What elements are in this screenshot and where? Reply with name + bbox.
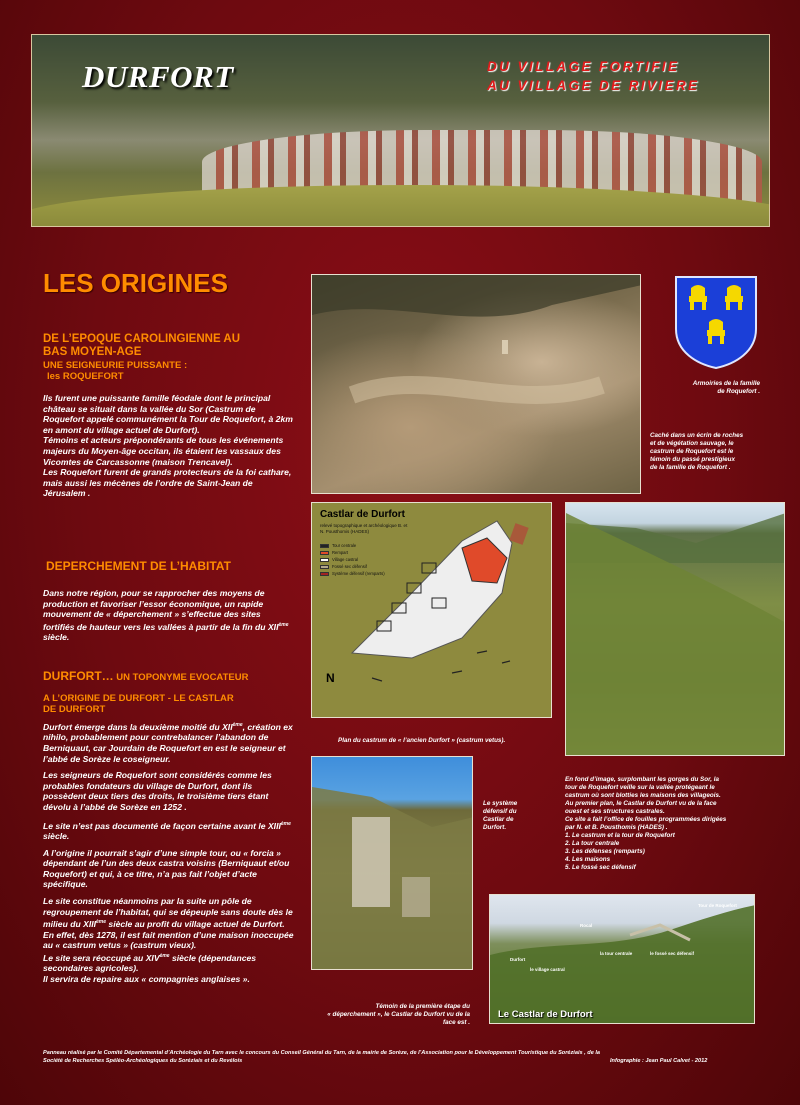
superscript: ème [159, 952, 170, 959]
coat-of-arms-icon [673, 274, 759, 370]
panorama-photo [489, 894, 755, 1024]
paragraph [43, 951, 295, 974]
caption-line: Ce site a fait l’office de fouilles programmées dirigées [565, 816, 727, 823]
banner-subtitle [487, 57, 767, 95]
caption-line: par N. et B. Pousthomis (HADES) . [565, 824, 668, 831]
section-heading: DEPERCHEMENT DE L’HABITAT [46, 559, 231, 573]
paragraph-text: siècle. [43, 831, 70, 842]
section-subheading [43, 360, 293, 382]
section-heading-rest: UN TOPONYME EVOCATEUR [113, 672, 249, 683]
panorama-tag: le village castral [530, 967, 565, 972]
paragraph-text: Le site sera réoccupé au XIV [43, 952, 160, 963]
defense-caption [483, 800, 517, 832]
valley-drawing [566, 503, 785, 756]
legend-label: Rempart [332, 550, 349, 555]
caption-line: Témoin de la première étape du [375, 1003, 470, 1010]
superscript: ème [278, 621, 289, 628]
paragraph-text: Le site constitue néanmoins par la suite un pôle de regroupement de l’habitat, qui se dépeuple sans doute dès le milieu du XIII [43, 896, 293, 930]
caption-line: de Roquefort . [717, 388, 760, 395]
caption-line: face est . [443, 1019, 470, 1026]
section-deperchement [43, 560, 293, 649]
section-heading-line2: BAS MOYEN-AGE [43, 346, 142, 358]
caption-list-item: 2. La tour centrale [565, 840, 620, 847]
paragraph [43, 819, 295, 842]
caption-line: « déperchement », le Castlar de Durfort vu de la [327, 1011, 470, 1018]
paragraph: Il servira de repaire aux « compagnies anglaises ». [43, 973, 250, 984]
paragraph: Ils furent une puissante famille féodale dont le principal château se situait dans la vallée du Sor (Castrum de Roquefort appelé communément la Tour de Roquefort, à 2km en amont du village actuel de Durfort). [43, 393, 293, 435]
caption-line: Castlar de [483, 816, 514, 823]
caption-list-item: 5. Le fossé sec défensif [565, 864, 636, 871]
paragraph-text: siècle. [43, 632, 70, 643]
paragraph: Les Roquefort furent de grands protecteurs de la foi cathare, mais aussi les mécènes de l’ordre de Saint-Jean de Jérusalem . [43, 467, 292, 499]
paragraph: A l’origine il pourrait s’agir d’une simple tour, ou « forcia » dépendant de l’un des deux castra voisins (Berniquaut et/ou Roquefort) et qui, à ce titre, n’a pas fait l’objet d’acte spécifique. [43, 847, 290, 890]
panorama-label: Le Castlar de Durfort [498, 1009, 593, 1020]
section-subheading-line1: UNE SEIGNEURIE PUISSANTE : [43, 360, 188, 371]
paragraph-text: Dans notre région, pour se rapprocher des moyens de production et favoriser l’essor économique, un rapide mouvement de « déperchement » s’effectue des sites fortifiés de hauteur vers les vallées à partir de la fin du XII [43, 588, 279, 632]
caption-line: En fond d’image, surplombant les gorges du Sor, la [565, 776, 719, 783]
section-toponyme [43, 670, 295, 991]
paragraph-text: siècle au profit du village actuel de Durfort. En effet, dès 1278, il est fait mention d’une maison inoccupée au « castrum vetus » (castrum vieux). [43, 919, 294, 951]
section-heading-line1: DE L’EPOQUE CAROLINGIENNE AU [43, 333, 241, 345]
legend-label: Système défensif (remparts) [332, 571, 385, 576]
panorama-drawing [490, 895, 755, 1024]
superscript: ème [280, 820, 291, 827]
paragraph-text: Durfort émerge dans la deuxième moitié du XII [43, 721, 233, 732]
roquefort-caption [650, 432, 770, 472]
caption-line: ouest et ses structures castrales. [565, 808, 665, 815]
caption-list-item: 4. Les maisons [565, 856, 611, 863]
section-carolingian [43, 333, 293, 505]
caption-line: Caché dans un écrin de roches [650, 432, 744, 439]
caption-line: témoin du passé prestigieux [650, 456, 736, 463]
background-caption [565, 776, 785, 872]
legend-label: Village castral [332, 557, 358, 562]
section-subheading [43, 693, 295, 715]
section-body [43, 720, 295, 985]
caption-line: et de végétation sauvage, le [650, 440, 734, 447]
superscript: ème [96, 919, 107, 926]
section-heading [43, 333, 293, 359]
section-subheading-line2: DE DURFORT [43, 704, 106, 715]
footer-line: Panneau réalisé par le Comité Départemental d’Archéologie du Tarn avec le concours du Conseil Général du Tarn, de la mairie de Sorèze, de l’Association pour le Développement Touristique du Soréziais , de la [43, 1050, 601, 1056]
paragraph [43, 896, 295, 951]
caption-list-item: 3. Les défenses (remparts) [565, 848, 645, 855]
caption-line: Durfort. [483, 824, 507, 831]
caption-line: de la famille de Roquefort . [650, 464, 731, 471]
banner-subtitle-line2: AU VILLAGE DE RIVIERE [487, 78, 700, 93]
banner-subtitle-line1: DU VILLAGE FORTIFIE [487, 59, 680, 74]
paragraph: Les seigneurs de Roquefort sont considérés comme les probables fondateurs du village de Durfort, dont ils possèdent deux tiers des droits, le troisième tiers étant dévolu à l’abbé de Sorèze en 1252 . [43, 770, 272, 813]
caption-line: Armoiries de la famille [692, 380, 760, 387]
map-reference: relevé topographique et archéologique B. et N. Pousthomis (HADES) [320, 523, 408, 534]
map-drawing [312, 503, 553, 719]
section-body [43, 588, 293, 643]
map-title: Castlar de Durfort [320, 509, 406, 520]
arms-caption [680, 380, 760, 396]
tower-photo [311, 756, 473, 970]
page-title: LES ORIGINES [43, 268, 228, 298]
section-heading [43, 670, 295, 684]
footer-infographic-credit: Infographie : Jean Paul Calvet - 2012 [610, 1058, 708, 1064]
panorama-tag: la tour centrale [600, 951, 633, 956]
aerial-photo-drawing [312, 275, 641, 494]
footer-line: Société de Recherches Spéléo-Archéologiques du Soréziais et du Revélois [43, 1057, 243, 1064]
castrum-plan-map [311, 502, 552, 718]
section-body [43, 393, 293, 499]
legend-label: Fossé sec défensif [332, 564, 367, 569]
caption-list-item: 1. Le castrum et la tour de Roquefort [565, 832, 675, 839]
map-caption: Plan du castrum de « l’ancien Durfort » (castrum vetus). [338, 737, 506, 744]
caption-line: Au premier plan, le Castlar de Durfort vu de la face [565, 800, 717, 807]
panorama-tag: Tour de Roquefort [698, 903, 737, 908]
paragraph-text: , création ex nihilo, probablement pour contrebalancer l’abandon de Berniquaut, car Jourdain de Roquefort en est le seigneur et l’abbé de Sorèze le coseigneur. [43, 721, 293, 764]
panorama-tag: Durfort [510, 957, 526, 962]
section-subheading-line1: A L’ORIGINE DE DURFORT - LE CASTLAR [43, 693, 234, 704]
section-subheading-line2: les ROQUEFORT [47, 371, 124, 382]
paragraph-text: siècle (dépendances secondaires agricoles). [43, 952, 257, 974]
section-heading-main: DURFORT… [43, 669, 114, 683]
banner-title: DURFORT [82, 59, 234, 94]
tower-drawing [312, 757, 473, 970]
caption-line: Le système [483, 800, 518, 807]
caption-line: castrum de Roquefort est le [650, 448, 734, 455]
caption-line: castrum où sont blotties les maisons des villageois. [565, 792, 721, 799]
paragraph-text: Le site n’est pas documenté de façon certaine avant le XIII [43, 820, 281, 831]
banner-photo [31, 34, 770, 227]
superscript: ème [232, 722, 243, 728]
legend-label: Tour centrale [332, 543, 357, 548]
paragraph [43, 720, 295, 764]
witness-caption [310, 1003, 470, 1027]
paragraph: Témoins et acteurs prépondérants de tous les événements majeurs du Moyen-âge occitan, ils étaient les vassaux des Vicomtes de Carcassonne (maison Trencavel). [43, 435, 284, 467]
panorama-tag: Rocal [580, 923, 593, 928]
caption-line: défensif du [483, 808, 517, 815]
valley-slope-photo [565, 502, 785, 756]
north-arrow-icon: N [326, 671, 335, 685]
aerial-photo-roquefort [311, 274, 641, 494]
paragraph [43, 588, 293, 643]
caption-line: tour de Roquefort veille sur la vallée protégeant le [565, 784, 715, 791]
panorama-tag: le fossé sec défensif [650, 951, 695, 956]
